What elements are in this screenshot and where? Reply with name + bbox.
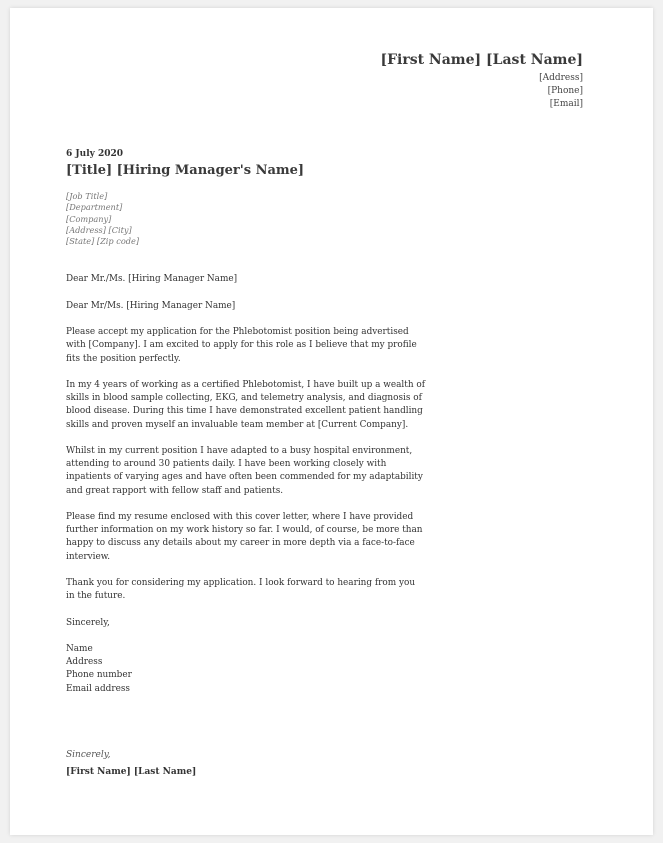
recipient-job-title: [Job Title]: [66, 191, 108, 201]
sign-off: Sincerely,: [66, 617, 110, 628]
signature-address: Address: [66, 657, 103, 668]
sender-name: [First Name] [Last Name]: [380, 52, 583, 68]
letter-content: [66, 148, 426, 696]
sender-block: [380, 52, 583, 111]
salutation: Dear Mr./Ms. [Hiring Manager Name]: [66, 274, 238, 285]
sender-phone: [Phone]: [547, 86, 583, 96]
body-paragraph: Please accept my application for the Phlebotomist position being advertised with [Company]. I am excited to apply for this role as I believe that my profile fits the position perfectly.: [66, 327, 417, 364]
letter-page: [10, 8, 653, 835]
salutation-alt: Dear Mr/Ms. [Hiring Manager Name]: [66, 300, 236, 311]
body-paragraph: Thank you for considering my application. I look forward to hearing from you in the future.: [66, 578, 416, 602]
body-paragraph: Whilst in my current position I have adapted to a busy hospital environment, attending to around 30 patients daily. I have been working closely with inpatients of varying ages and have often been commended for my adaptability and great rapport with fellow staff and patients.: [66, 446, 423, 496]
letter-date: 6 July 2020: [66, 149, 124, 159]
signature-phone: Phone number: [66, 670, 132, 681]
sender-address: [Address]: [539, 73, 583, 83]
recipient-title: [Title] [Hiring Manager's Name]: [66, 163, 305, 178]
recipient-address-city: [Address] [City]: [66, 224, 132, 235]
closing-name: [First Name] [Last Name]: [66, 767, 197, 777]
recipient-state-zip: [State] [Zip code]: [66, 236, 140, 247]
body-paragraph: In my 4 years of working as a certified Phlebotomist, I have built up a wealth of skills in blood sample collecting, EKG, and telemetry analysis, and diagnosis of blood disease. During this time I have demonstrated excellent patient handling skills and proven myself an invaluable team member at [Current Company].: [66, 380, 425, 430]
sender-email: [Email]: [549, 99, 583, 109]
signature-name: Name: [66, 644, 93, 655]
body-paragraph: Please find my resume enclosed with this cover letter, where I have provided further information on my work history so far. I would, of course, be more than happy to discuss any details about my career in more depth via a face-to-face interview.: [66, 512, 423, 562]
closing-sincerely: Sincerely,: [66, 750, 111, 760]
letter-body: [66, 273, 426, 695]
recipient-department: [Department]: [66, 202, 123, 213]
closing-block: [66, 749, 196, 779]
recipient-company: [Company]: [66, 213, 112, 224]
signature-email: Email address: [66, 683, 130, 694]
recipient-address-block: [66, 191, 426, 247]
signature-block: [66, 643, 426, 696]
